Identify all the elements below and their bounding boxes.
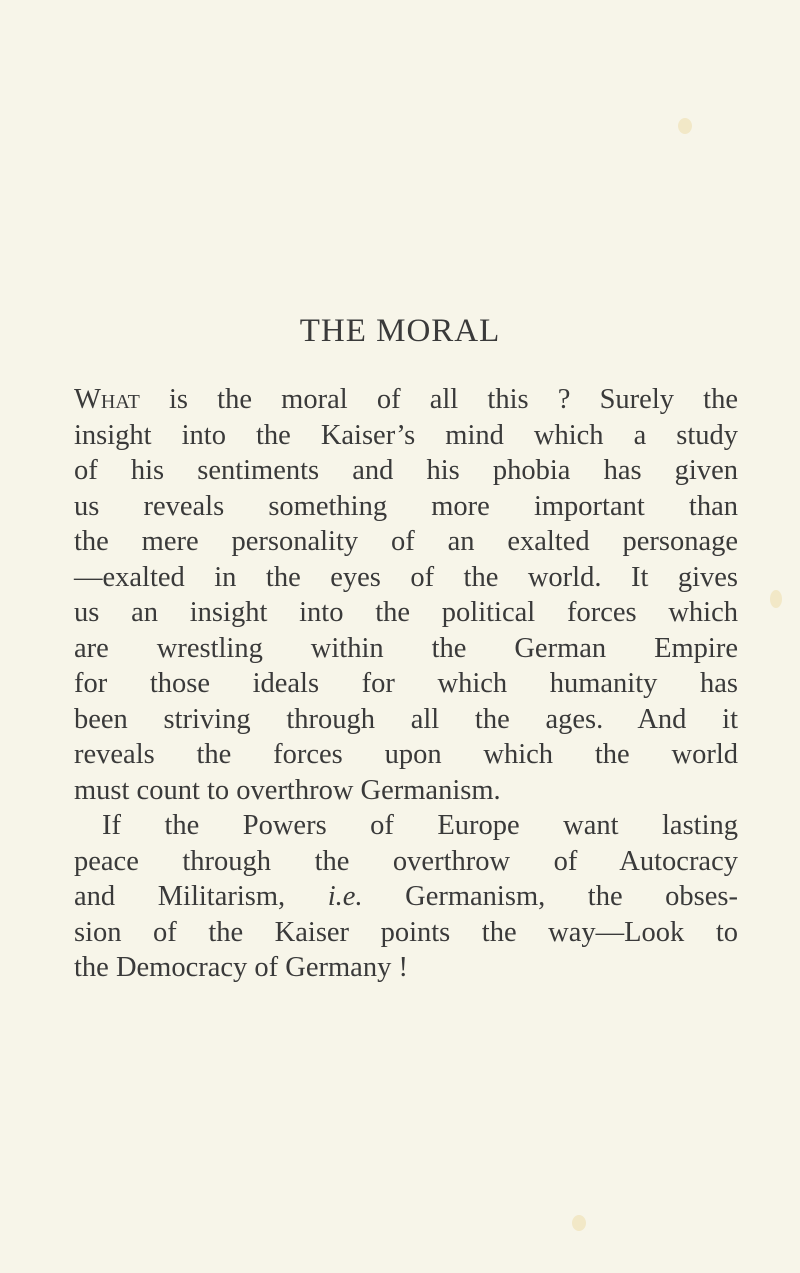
text-line: insight into the Kaiser’s mind which a study bbox=[74, 419, 738, 451]
text-line: If the Powers of Europe want lasting bbox=[102, 810, 738, 841]
text-line: must count to overthrow Germanism. bbox=[74, 774, 501, 806]
text-line: —exalted in the eyes of the world. It gives bbox=[74, 561, 738, 593]
text-line: the mere personality of an exalted personage bbox=[74, 526, 738, 557]
text-line: us reveals something more important than bbox=[74, 490, 738, 522]
text-line: peace through the overthrow of Autocracy bbox=[74, 845, 738, 877]
paper-stain bbox=[770, 590, 782, 608]
text-line: of his sentiments and his phobia has given bbox=[74, 455, 738, 486]
text-line: sion of the Kaiser points the way—Look to bbox=[74, 916, 738, 948]
text-line: the Democracy of Germany ! bbox=[74, 952, 408, 983]
chapter-title: THE MORAL bbox=[299, 313, 501, 349]
lead-word: What bbox=[74, 384, 140, 415]
text-line: What is the moral of all this ? Surely the bbox=[74, 384, 738, 415]
paper-stain bbox=[572, 1215, 586, 1231]
body-text bbox=[74, 382, 738, 986]
paper-stain bbox=[678, 118, 692, 134]
text-line: are wrestling within the German Empire bbox=[74, 632, 738, 664]
text-line: reveals the forces upon which the world bbox=[74, 739, 738, 770]
abbreviation: i.e. bbox=[327, 881, 363, 912]
text-line: and Militarism, i.e. Germanism, the obses- bbox=[74, 881, 739, 912]
text-line: for those ideals for which humanity has bbox=[74, 668, 738, 699]
text-line: us an insight into the political forces which bbox=[74, 597, 738, 628]
text-line: been striving through all the ages. And it bbox=[74, 703, 738, 735]
